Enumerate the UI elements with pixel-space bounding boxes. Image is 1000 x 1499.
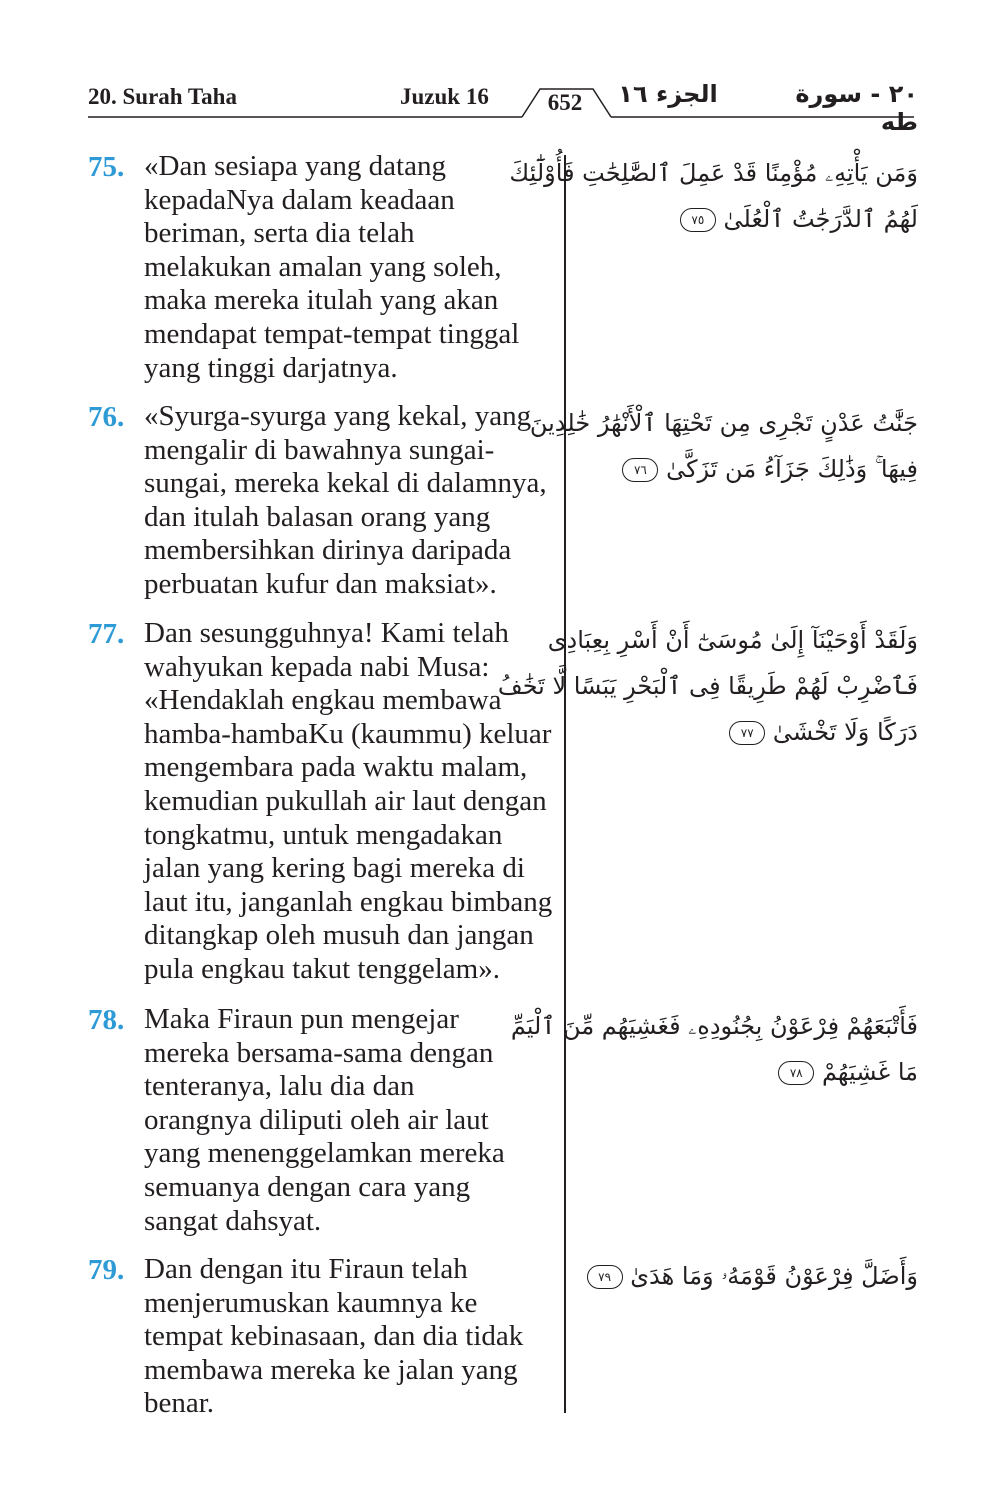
translation-line: tenteranya, lalu dia dan	[144, 1070, 415, 1103]
verse-number: 76.	[88, 401, 125, 433]
verse-number: 77.	[88, 618, 125, 650]
arabic-line: فَٱضْرِبْ لَهُمْ طَرِيقًا فِى ٱلْبَحْرِ يَبَسًا لَّا تَخَٰفُ	[497, 672, 918, 700]
translation-line: benar.	[144, 1387, 215, 1420]
translation-line: semuanya dengan cara yang	[144, 1170, 471, 1203]
translation-line: «Hendaklah engkau membawa	[144, 684, 502, 717]
translation-line: pula engkau takut tenggelam».	[144, 952, 500, 985]
verse-number: 79.	[88, 1254, 125, 1286]
arabic-line	[578, 709, 918, 755]
translation-line: maka mereka itulah yang akan	[144, 284, 499, 317]
translation-line: membawa mereka ke jalan yang	[144, 1353, 518, 1386]
translation-line: tempat kebinasaan, dan dia tidak	[144, 1320, 524, 1353]
translation-line: tongkatmu, untuk mengadakan	[144, 818, 503, 851]
translation-line: «Dan sesiapa yang datang	[144, 150, 446, 182]
translation-line: Maka Firaun pun mengejar	[144, 1003, 459, 1035]
page-number: 652	[547, 90, 583, 115]
column-divider	[564, 155, 566, 1413]
translation-line: kemudian pukullah air laut dengan	[144, 784, 547, 817]
translation-line: «Syurga-syurga yang kekal, yang	[144, 400, 532, 432]
translation-line: kepadaNya dalam keadaan	[144, 183, 455, 216]
verse-number: 78.	[88, 1004, 125, 1036]
arabic-line	[578, 1049, 918, 1095]
ayah-number-marker: ٧٨	[778, 1061, 814, 1085]
arabic-line-text: دَرَكًا وَلَا تَخْشَىٰ	[772, 718, 918, 746]
ayah-number-marker: ٧٩	[587, 1265, 623, 1289]
translation-line: hamba-hambaKu (kaummu) keluar	[144, 717, 552, 750]
translation-line: sangat dahsyat.	[144, 1204, 322, 1237]
translation-line: yang menenggelamkan mereka	[144, 1137, 505, 1170]
arabic-line	[578, 446, 918, 492]
translation-line: membersihkan dirinya daripada	[144, 534, 512, 567]
verse-arabic	[509, 150, 918, 242]
header-juzuk: Juzuk 16	[400, 84, 489, 109]
ayah-number-marker: ٧٧	[729, 721, 765, 745]
header-surah-title: 20. Surah Taha	[88, 84, 237, 109]
translation-line: sungai, mereka kekal di dalamnya,	[144, 467, 547, 500]
translation-line: wahyukan kepada nabi Musa:	[144, 650, 490, 683]
page-header	[0, 0, 1000, 136]
translation-line: orangnya diliputi oleh air laut	[144, 1103, 489, 1136]
ayah-number-marker: ٧٥	[680, 208, 716, 232]
arabic-line: وَلَقَدْ أَوْحَيْنَآ إِلَىٰ مُوسَىٰٓ أَنْ أَسْرِ بِعِبَادِى	[547, 626, 918, 654]
translation-line: perbuatan kufur dan maksiat».	[144, 567, 497, 600]
translation-line: Dan sesungguhnya! Kami telah	[144, 617, 509, 649]
translation-line: melakukan amalan yang soleh,	[144, 250, 502, 283]
verse-number: 75.	[88, 151, 125, 183]
verse-arabic	[529, 400, 918, 492]
arabic-line: فَأَتْبَعَهُمْ فِرْعَوْنُ بِجُنُودِهِۦ فَغَشِيَهُم مِّنَ ٱلْيَمِّ	[510, 1012, 918, 1040]
verse-translation	[144, 1253, 562, 1421]
arabic-line	[578, 1253, 918, 1299]
arabic-line-text: مَا غَشِيَهُمْ	[821, 1058, 918, 1086]
translation-line: ditangkap oleh musuh dan jangan	[144, 919, 534, 952]
arabic-line	[578, 196, 918, 242]
translation-line: jalan yang kering bagi mereka di	[144, 852, 525, 885]
arabic-line-text: لَهُمُ ٱلدَّرَجَٰتُ ٱلْعُلَىٰ	[723, 205, 918, 233]
verse-arabic	[578, 1253, 918, 1299]
verse-arabic	[510, 1003, 918, 1095]
verse-translation	[144, 150, 562, 385]
arabic-line: جَنَّٰتُ عَدْنٍ تَجْرِى مِن تَحْتِهَا ٱلْأَنْهَٰرُ خَٰلِدِينَ	[529, 409, 918, 437]
translation-line: beriman, serta dia telah	[144, 217, 415, 250]
verse-translation	[144, 1003, 562, 1238]
translation-line: mereka bersama-sama dengan	[144, 1036, 494, 1069]
translation-line: dan itulah balasan orang yang	[144, 500, 491, 533]
arabic-line-text: فِيهَا ۚ وَذَٰلِكَ جَزَآءُ مَن تَزَكَّىٰ	[666, 455, 918, 483]
translation-line: mengembara pada waktu malam,	[144, 751, 528, 784]
translation-line: menjerumuskan kaumnya ke	[144, 1286, 478, 1319]
header-juz-arabic: الجزء ١٦	[618, 80, 718, 108]
verse-translation	[144, 400, 562, 602]
arabic-line-text: وَأَضَلَّ فِرْعَوْنُ قَوْمَهُۥ وَمَا هَدَىٰ	[630, 1262, 918, 1290]
header-surah-arabic: ٢٠ - سورة طه	[795, 80, 918, 136]
translation-line: laut itu, janganlah engkau bimbang	[144, 885, 553, 918]
translation-line: mengalir di bawahnya sungai-	[144, 433, 495, 466]
verse-arabic	[497, 617, 918, 755]
arabic-line: وَمَن يَأْتِهِۦ مُؤْمِنًا قَدْ عَمِلَ ٱلصَّٰلِحَٰتِ فَأُوْلَٰٓئِكَ	[509, 159, 918, 187]
translation-line: yang tinggi darjatnya.	[144, 351, 398, 384]
ayah-number-marker: ٧٦	[622, 458, 658, 482]
translation-line: mendapat tempat-tempat tinggal	[144, 317, 520, 350]
translation-line: Dan dengan itu Firaun telah	[144, 1253, 468, 1285]
